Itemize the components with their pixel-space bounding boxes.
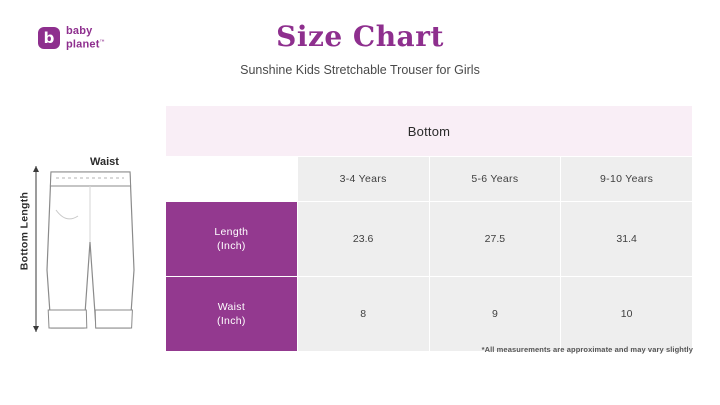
cell-waist-9-10: 10 xyxy=(561,277,693,352)
right-cuff xyxy=(95,310,132,328)
row-label-waist-line2: (Inch) xyxy=(217,315,246,327)
length-arrow-top xyxy=(33,166,39,172)
logo-mark-icon: b xyxy=(38,27,60,49)
column-header-1: 5-6 Years xyxy=(429,157,561,202)
row-label-length-line2: (Inch) xyxy=(217,240,246,252)
corner-blank-cell xyxy=(166,157,298,202)
row-label-waist xyxy=(166,277,298,352)
table-row xyxy=(166,277,693,352)
trademark-symbol: ™ xyxy=(99,39,105,45)
cell-waist-3-4: 8 xyxy=(297,277,429,352)
page-header xyxy=(0,20,720,77)
cell-length-9-10: 31.4 xyxy=(561,202,693,277)
waist-label: Waist xyxy=(90,156,119,168)
length-arrow-bottom xyxy=(33,326,39,332)
row-label-length xyxy=(166,202,298,277)
table-group-header-row xyxy=(166,106,693,157)
cell-length-3-4: 23.6 xyxy=(297,202,429,277)
row-label-length-line1: Length xyxy=(214,226,249,238)
trouser-diagram-svg xyxy=(18,150,158,350)
table-column-header-row xyxy=(166,157,693,202)
left-cuff xyxy=(48,310,87,328)
waistband xyxy=(50,172,130,186)
footnote: *All measurements are approximate and may vary slightly xyxy=(481,345,693,354)
cell-length-5-6: 27.5 xyxy=(429,202,561,277)
table-row xyxy=(166,202,693,277)
row-label-waist-line1: Waist xyxy=(217,301,246,313)
page-subtitle: Sunshine Kids Stretchable Trouser for Girls xyxy=(240,63,480,77)
column-header-2: 9-10 Years xyxy=(561,157,693,202)
bottom-length-label: Bottom Length xyxy=(18,191,31,271)
page-title: Size Chart xyxy=(276,20,444,53)
cell-waist-5-6: 9 xyxy=(429,277,561,352)
size-table xyxy=(165,105,693,352)
trouser-illustration xyxy=(18,150,158,350)
group-header-cell: Bottom xyxy=(166,106,693,157)
logo-wordmark-line2: planet™ xyxy=(66,38,105,51)
column-header-0: 3-4 Years xyxy=(297,157,429,202)
logo-wordmark-line1: baby xyxy=(66,25,93,37)
size-table-container xyxy=(165,105,693,352)
